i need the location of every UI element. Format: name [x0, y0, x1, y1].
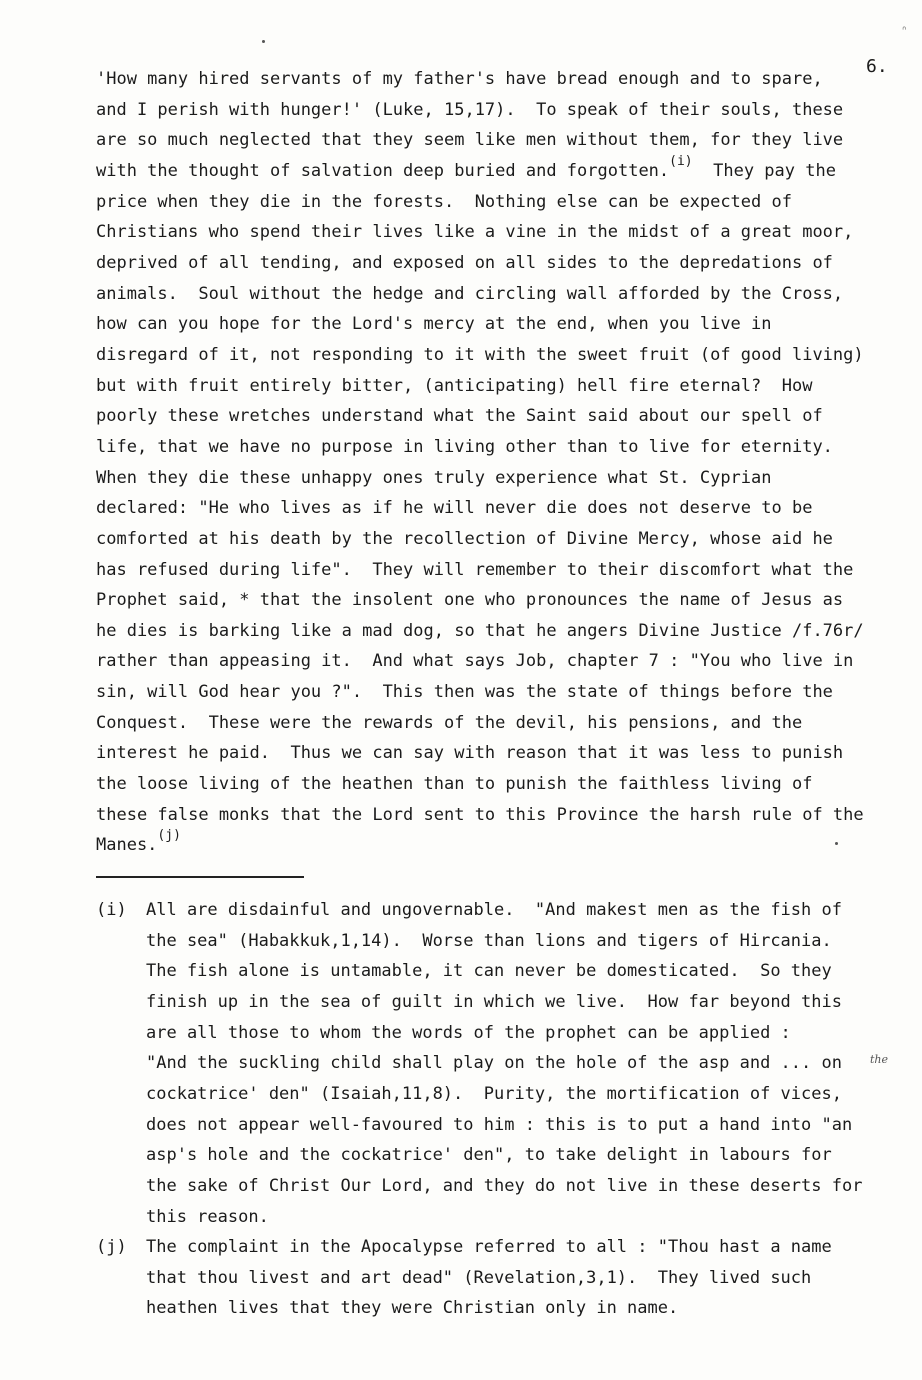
body-line: poorly these wretches understand what the Saint said about our spell of	[96, 406, 823, 427]
body-line: When they die these unhappy ones truly experience what St. Cyprian	[96, 467, 772, 488]
body-line	[96, 153, 886, 187]
body-line: animals. Soul without the hedge and circling wall afforded by the Cross,	[96, 283, 844, 304]
footnote-label: (i)	[96, 900, 127, 920]
footnote-line: are all those to whom the words of the prophet can be applied :	[146, 1022, 791, 1043]
footnote-line: the sake of Christ Our Lord, and they do not live in these deserts for	[146, 1175, 863, 1196]
body-line: deprived of all tending, and exposed on all sides to the depredations of	[96, 252, 833, 273]
footnote-line: the sea" (Habakkuk,1,14). Worse than lions and tigers of Hircania.	[146, 930, 832, 951]
body-line-text: with the thought of salvation deep buried and forgotten.	[96, 160, 670, 181]
footnote-line: finish up in the sea of guilt in which we live. How far beyond this	[146, 991, 842, 1012]
stray-dot	[262, 40, 265, 43]
footnote-ref-i: (i)	[669, 153, 693, 169]
footnote-line: The fish alone is untamable, it can never be domesticated. So they	[146, 961, 832, 982]
body-line: declared: "He who lives as if he will never die does not deserve to be	[96, 498, 813, 519]
body-line: Prophet said, * that the insolent one who pronounces the name of Jesus as	[96, 590, 844, 611]
body-line: price when they die in the forests. Nothing else can be expected of	[96, 191, 792, 212]
body-line: Conquest. These were the rewards of the devil, his pensions, and the	[96, 712, 803, 733]
body-line: but with fruit entirely bitter, (anticipating) hell fire eternal? How	[96, 375, 813, 396]
body-line: are so much neglected that they seem like men without them, for they live	[96, 130, 844, 151]
body-line: how can you hope for the Lord's mercy at the end, when you live in	[96, 314, 772, 335]
footnote-line: asp's hole and the cockatrice' den", to take delight in labours for	[146, 1145, 832, 1166]
body-line: disregard of it, not responding to it with the sweet fruit (of good living)	[96, 344, 864, 365]
body-line: life, that we have no purpose in living other than to live for eternity.	[96, 436, 833, 457]
body-line: 'How many hired servants of my father's have bread enough and to spare,	[96, 69, 823, 89]
footnote-line: this reason.	[146, 1206, 269, 1227]
body-line	[96, 830, 886, 861]
body-line: interest he paid. Thus we can say with reason that it was less to punish	[96, 743, 844, 764]
page-number: 6.	[866, 56, 888, 77]
body-line: Christians who spend their lives like a vine in the midst of a great moor,	[96, 222, 854, 243]
footnote-line: that thou livest and art dead" (Revelation,3,1). They lived such	[146, 1267, 812, 1288]
body-line: these false monks that the Lord sent to this Province the harsh rule of the	[96, 804, 864, 825]
body-line: rather than appeasing it. And what says Job, chapter 7 : "You who live in	[96, 651, 854, 672]
body-line-tail: They pay the	[692, 160, 836, 181]
footnote-label: (j)	[96, 1237, 127, 1257]
footnote-body	[146, 895, 862, 1232]
footnote-line: All are disdainful and ungovernable. "And makest men as the fish of	[146, 900, 842, 920]
body-line: and I perish with hunger!' (Luke, 15,17). To speak of their souls, these	[96, 99, 844, 120]
footnote-line: The complaint in the Apocalypse referred to all : "Thou hast a name	[146, 1237, 832, 1257]
body-line: has refused during life". They will remember to their discomfort what the	[96, 559, 854, 580]
body-line: comforted at his death by the recollection of Divine Mercy, whose aid he	[96, 528, 833, 549]
footnote-line: cockatrice' den" (Isaiah,11,8). Purity, the mortification of vices,	[146, 1083, 842, 1104]
body-line: sin, will God hear you ?". This then was the state of things before the	[96, 682, 833, 703]
body-line: he dies is barking like a mad dog, so that he angers Divine Justice /f.76r/	[96, 620, 864, 641]
footnote-body	[146, 1232, 832, 1324]
footnote-line: heathen lives that they were Christian only in name.	[146, 1298, 679, 1319]
body-line-text: Manes.	[96, 835, 158, 856]
footnote-ref-j: (j)	[157, 828, 181, 844]
footnote-line: "And the suckling child shall play on the hole of the asp and ... on	[146, 1053, 842, 1074]
footnote-separator	[96, 876, 304, 878]
corner-mark: ᐢ	[902, 24, 907, 37]
body-line: the loose living of the heathen than to punish the faithless living of	[96, 774, 813, 795]
handwritten-margin-note: the	[870, 1053, 889, 1066]
footnote-line: does not appear well-favoured to him : this is to put a hand into "an	[146, 1114, 853, 1135]
body-text	[96, 64, 886, 861]
